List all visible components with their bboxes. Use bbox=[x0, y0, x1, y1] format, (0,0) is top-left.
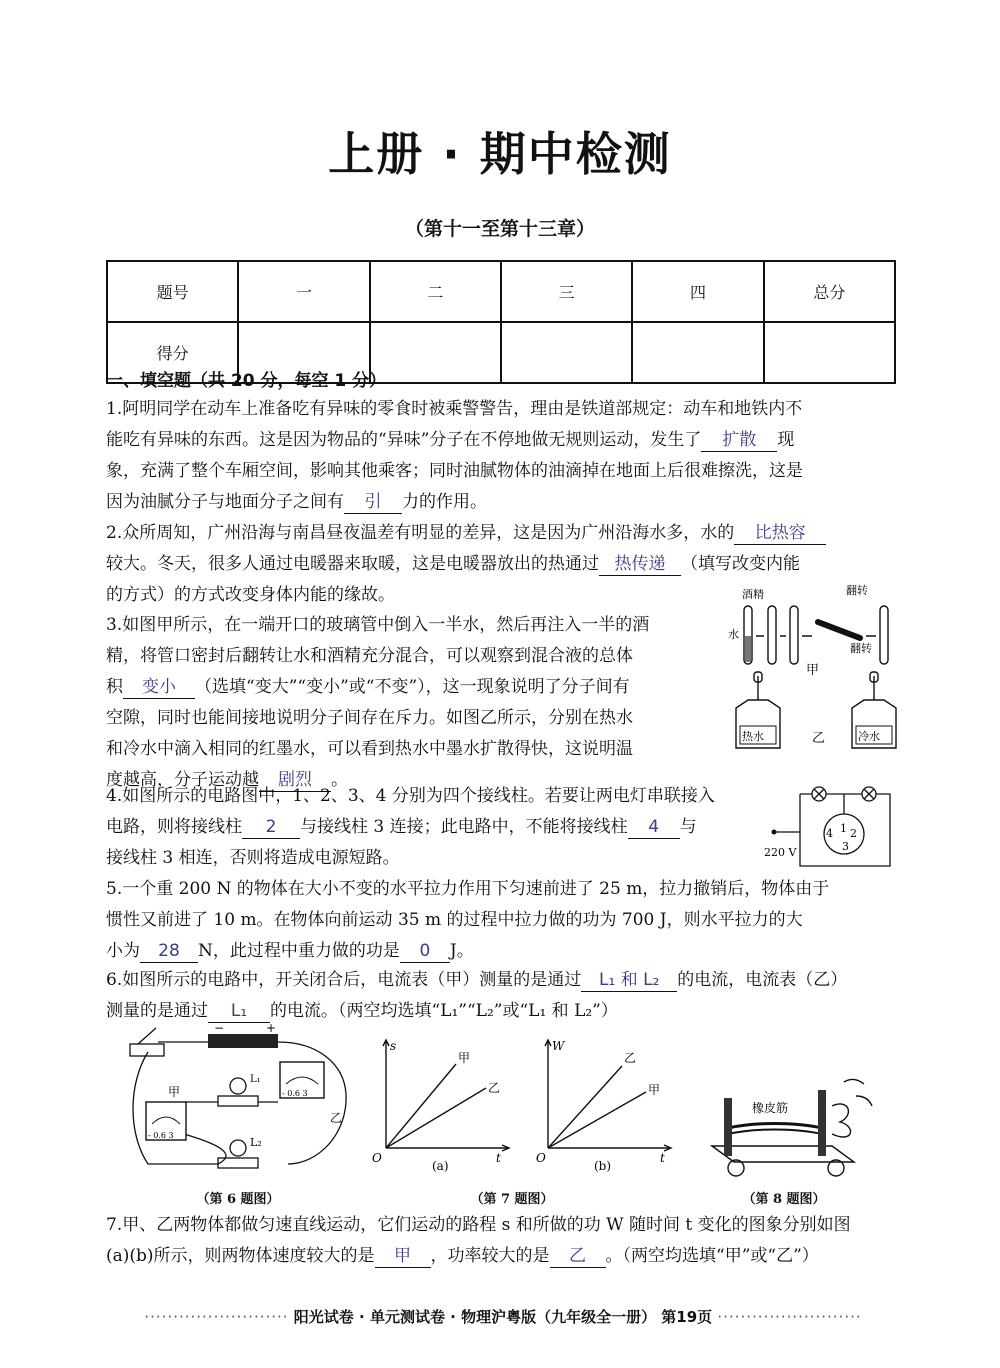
question-5 bbox=[106, 874, 829, 967]
answer-blank: 甲 bbox=[375, 1245, 431, 1268]
footer-dots-left: ························· bbox=[144, 1308, 289, 1326]
question-text-line bbox=[106, 518, 826, 549]
question-text-line bbox=[106, 965, 847, 996]
question-text: 5.一个重 200 N 的物体在大小不变的水平拉力作用下匀速前进了 25 m，拉力撤销后，物体由于 bbox=[106, 879, 830, 899]
question-text: （填写改变内能 bbox=[681, 554, 800, 574]
question-text: 度越高，分子运动越 bbox=[106, 770, 259, 790]
water-label: 水 bbox=[728, 628, 739, 641]
question-text: 6.如图所示的电路中，开关闭合后，电流表（甲）测量的是通过 bbox=[106, 970, 582, 990]
question-text: 精，将管口密封后翻转让水和酒精充分混合，可以观察到混合液的总体 bbox=[106, 646, 633, 666]
score-table-header-cell: 四 bbox=[632, 261, 763, 322]
answer-blank: L₁ 和 L₂ bbox=[581, 969, 677, 992]
question-2 bbox=[106, 518, 826, 611]
question-text: 积 bbox=[106, 677, 123, 697]
fig7a-xlabel: t bbox=[496, 1151, 501, 1165]
question-text: 的电流，电流表（乙） bbox=[677, 970, 848, 990]
terminal-4: 4 bbox=[826, 827, 833, 840]
page-subtitle: （第十一至第十三章） bbox=[404, 218, 595, 240]
footer-dots-right: ························· bbox=[717, 1308, 862, 1326]
question-text: 4.如图所示的电路图中，1、2、3、4 分别为四个接线柱。若要让两电灯串联接入 bbox=[106, 786, 715, 806]
question-text: 和冷水中滴入相同的红墨水，可以看到热水中墨水扩散得快，这说明温 bbox=[106, 739, 633, 759]
answer-blank: 比热容 bbox=[734, 522, 826, 545]
question-text: 测量的是通过 bbox=[106, 1001, 208, 1021]
car-body bbox=[712, 1079, 872, 1176]
fig6-caption: （第 6 题图） bbox=[196, 1192, 280, 1207]
question-text: 3.如图甲所示，在一端开口的玻璃管中倒入一半水，然后再注入一半的酒 bbox=[106, 615, 650, 635]
score-table-header-cell: 题号 bbox=[107, 261, 238, 322]
fig8-caption: （第 8 题图） bbox=[742, 1192, 826, 1207]
q3-figure bbox=[728, 580, 898, 780]
flip-label-bottom: 翻转 bbox=[850, 642, 872, 655]
question-text: 的电流。（两空均选填“L₁”“L₂”或“L₁ 和 L₂”） bbox=[270, 1001, 618, 1021]
question-text: 2.众所周知，广州沿海与南昌昼夜温差有明显的差异，这是因为广州沿海水多，水的 bbox=[106, 523, 735, 543]
fig7a-graph bbox=[368, 1036, 518, 1176]
rubber-band-label: 橡皮筋 bbox=[752, 1101, 789, 1115]
answer-blank: 4 bbox=[628, 816, 680, 839]
score-table-header-row bbox=[107, 261, 895, 322]
section-heading: 一、填空题（共 20 分，每空 1 分） bbox=[106, 371, 387, 391]
lamps bbox=[218, 1078, 258, 1168]
question-text: 能吃有异味的东西。这是因为物品的“异味”分子在不停地做无规则运动，发生了 bbox=[106, 430, 702, 450]
question-text: 象，充满了整个车厢空间，影响其他乘客；同时油腻物体的油滴掉在地面上后很难擦洗，这是 bbox=[106, 461, 803, 481]
fig7b-xlabel: t bbox=[660, 1151, 665, 1165]
question-text: 接线柱 3 相连，否则将造成电源短路。 bbox=[106, 848, 400, 868]
ammeter-yi-label: 乙 bbox=[330, 1111, 343, 1125]
question-text-line bbox=[106, 549, 826, 580]
question-text: 与 bbox=[679, 817, 697, 837]
score-table-header-cell: 一 bbox=[238, 261, 369, 322]
fig7b-line-jia-label: 甲 bbox=[648, 1083, 661, 1097]
water-fill bbox=[745, 636, 751, 662]
question-text: 。（两空均选填“甲”或“乙”） bbox=[605, 1246, 819, 1266]
question-text-line bbox=[106, 672, 649, 703]
question-text-line bbox=[106, 1241, 851, 1272]
answer-blank: 变小 bbox=[123, 676, 195, 699]
page-title: 上册 · 期中检测 bbox=[328, 127, 672, 181]
fig7a-line-jia-label: 甲 bbox=[458, 1051, 471, 1065]
question-text: 小为 bbox=[106, 941, 140, 961]
fig7-caption: （第 7 题图） bbox=[470, 1192, 554, 1207]
question-text: N，此过程中重力做的功是 bbox=[198, 941, 400, 961]
terminal-dot bbox=[772, 830, 777, 835]
score-cell[interactable] bbox=[764, 322, 895, 383]
answer-blank: 剧烈 bbox=[259, 769, 331, 792]
question-text: J。 bbox=[449, 941, 474, 961]
question-text-line bbox=[106, 487, 803, 518]
fig7b-sub: (b) bbox=[594, 1159, 612, 1173]
question-text-line bbox=[106, 936, 829, 967]
question-text-line bbox=[106, 425, 803, 456]
fig6-circuit bbox=[118, 1021, 358, 1184]
question-text: ，功率较大的是 bbox=[430, 1246, 550, 1266]
battery-plus: + bbox=[266, 1021, 277, 1035]
battery-minus: − bbox=[214, 1021, 225, 1035]
question-text: 与接线柱 3 连接；此电路中，不能将接线柱 bbox=[300, 817, 628, 837]
cold-water-label: 冷水 bbox=[858, 730, 880, 743]
ammeter-jia-label: 甲 bbox=[168, 1085, 181, 1099]
score-table-header-cell: 总分 bbox=[764, 261, 895, 322]
question-text: (a)(b)所示，则两物体速度较大的是 bbox=[106, 1246, 375, 1266]
lamp-L1-label: L₁ bbox=[250, 1074, 261, 1085]
score-cell[interactable] bbox=[632, 322, 763, 383]
question-text: 较大。冬天，很多人通过电暖器来取暖，这是电暖器放出的热通过 bbox=[106, 554, 599, 574]
answer-blank: 0 bbox=[400, 940, 450, 963]
test-tubes bbox=[744, 606, 888, 664]
fig7a-sub: (a) bbox=[432, 1159, 449, 1173]
fig7b-line-yi-label: 乙 bbox=[624, 1051, 637, 1065]
score-table-header-cell: 三 bbox=[501, 261, 632, 322]
question-text: 力的作用。 bbox=[402, 492, 487, 512]
terminal-3: 3 bbox=[842, 840, 849, 853]
question-text: 电路，则将接线柱 bbox=[106, 817, 242, 837]
fig7a-ylabel: s bbox=[390, 1039, 397, 1053]
battery bbox=[208, 1034, 278, 1048]
question-text: 惯性又前进了 10 m。在物体向前运动 35 m 的过程中拉力做的功为 700 J，则水平拉力的大 bbox=[106, 910, 803, 930]
line-jia bbox=[548, 1092, 646, 1148]
fig-yi-label: 乙 bbox=[812, 731, 826, 746]
question-text: 。 bbox=[331, 770, 348, 790]
car-post-left bbox=[724, 1098, 732, 1156]
answer-blank: 28 bbox=[140, 940, 198, 963]
question-text-line bbox=[106, 812, 715, 843]
ammeter-jia-terminals: - 0.6 3 bbox=[148, 1131, 174, 1140]
answer-blank: 乙 bbox=[550, 1245, 606, 1268]
score-cell[interactable] bbox=[501, 322, 632, 383]
question-text: 的方式）的方式改变身体内能的缘故。 bbox=[106, 585, 395, 605]
line-yi bbox=[548, 1066, 622, 1148]
fig7b-ylabel: W bbox=[552, 1039, 565, 1053]
car-post-right bbox=[818, 1090, 826, 1156]
question-text: 现 bbox=[777, 430, 795, 450]
question-7 bbox=[106, 1210, 851, 1272]
fig8-toy-car bbox=[704, 1070, 884, 1180]
fig7a-origin: O bbox=[372, 1151, 382, 1165]
question-text: 1.阿明同学在动车上准备吃有异味的零食时被乘警警告，理由是铁道部规定：动车和地铁内不 bbox=[106, 399, 803, 419]
footer-text: 阳光试卷 · 单元测试卷 · 物理沪粤版（九年级全一册） 第19页 bbox=[293, 1308, 713, 1326]
fig7a-line-yi-label: 乙 bbox=[488, 1081, 501, 1095]
line-jia bbox=[386, 1064, 456, 1148]
flip-label-top: 翻转 bbox=[846, 584, 868, 597]
line-yi bbox=[386, 1088, 486, 1148]
page-footer bbox=[108, 1306, 898, 1327]
answer-blank: 2 bbox=[242, 816, 300, 839]
q4-circuit-figure bbox=[764, 782, 894, 872]
fig7b-graph bbox=[534, 1036, 684, 1176]
answer-blank: 引 bbox=[344, 491, 402, 514]
answer-blank: L₁ bbox=[208, 1000, 270, 1023]
question-4 bbox=[106, 781, 715, 874]
lamp-L2-label: L₂ bbox=[250, 1136, 262, 1149]
hot-water-label: 热水 bbox=[742, 730, 764, 743]
ammeter-yi-terminals: - 0.6 3 bbox=[282, 1089, 308, 1098]
score-table-header-cell: 二 bbox=[370, 261, 501, 322]
question-text: 因为油腻分子与地面分子之间有 bbox=[106, 492, 344, 512]
fig-jia-label: 甲 bbox=[806, 663, 820, 678]
question-text: （选填“变大”“变小”或“不变”），这一现象说明了分子间有 bbox=[195, 677, 630, 697]
terminal-1: 1 bbox=[840, 822, 847, 835]
fig7b-origin: O bbox=[536, 1151, 546, 1165]
question-1 bbox=[106, 394, 803, 518]
answer-blank: 热传递 bbox=[599, 553, 681, 576]
terminal-2: 2 bbox=[850, 827, 857, 840]
question-text: 空隙，同时也能间接地说明分子间存在斥力。如图乙所示，分别在热水 bbox=[106, 708, 633, 728]
answer-blank: 扩散 bbox=[701, 429, 777, 452]
question-3 bbox=[106, 610, 649, 796]
voltage-label: 220 V bbox=[764, 846, 797, 859]
alcohol-label: 酒精 bbox=[742, 588, 764, 601]
question-6 bbox=[106, 965, 847, 1027]
question-text: 7.甲、乙两物体都做匀速直线运动，它们运动的路程 s 和所做的功 W 随时间 t 变化的图象分别如图 bbox=[106, 1215, 851, 1235]
score-cell[interactable] bbox=[370, 322, 501, 383]
score-row-label: 得分 bbox=[107, 322, 238, 383]
fig7a-axes bbox=[383, 1040, 509, 1151]
